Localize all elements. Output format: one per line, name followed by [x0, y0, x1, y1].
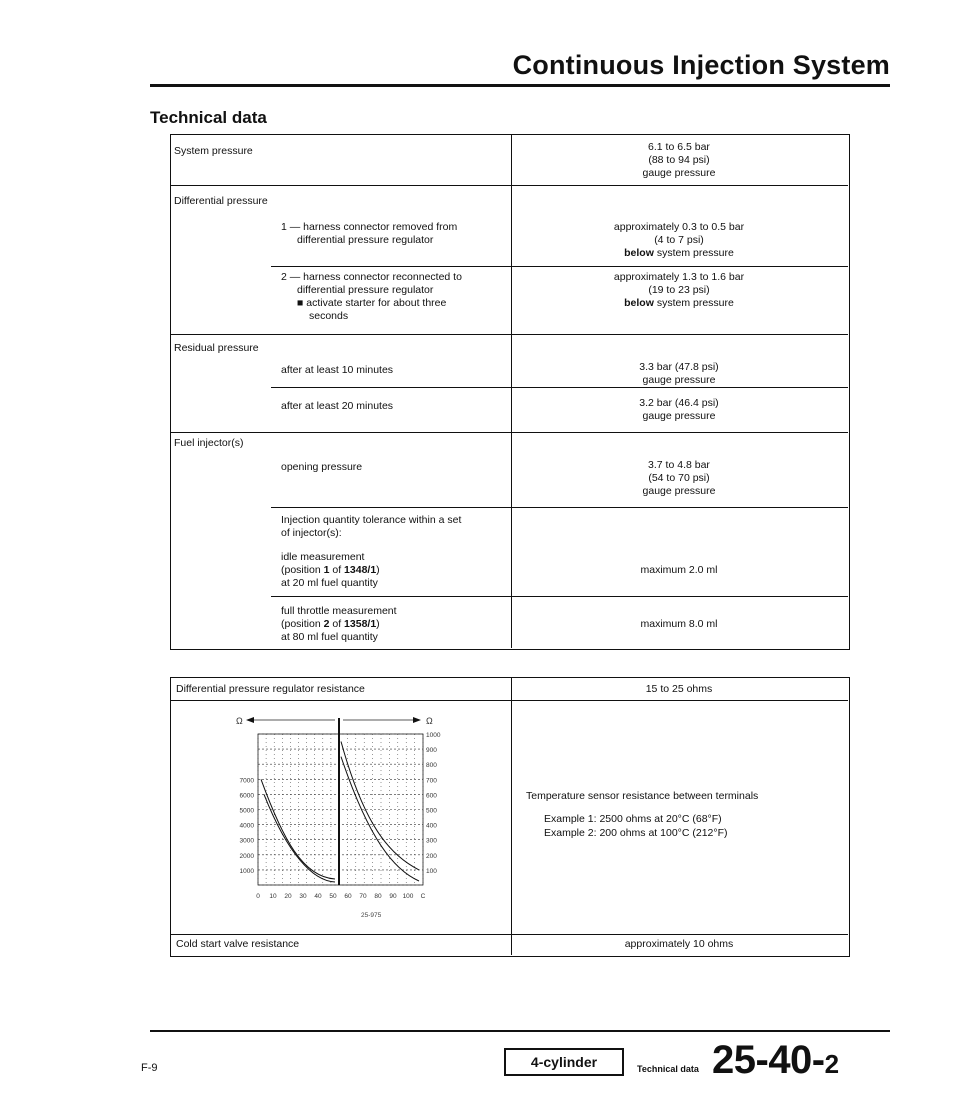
column-divider	[511, 135, 512, 648]
differential-pressure-label: Differential pressure	[174, 195, 268, 207]
left-tick-label: 4000	[239, 822, 254, 830]
spec-table-resistances	[170, 677, 850, 957]
resistance-chart	[171, 701, 511, 933]
x-tick-label: 0	[256, 893, 260, 900]
temp-example-1: Example 1: 2500 ohms at 20°C (68°F)	[544, 813, 722, 825]
full-throttle-value: maximum 8.0 ml	[640, 618, 718, 630]
page-title: Continuous Injection System	[512, 50, 890, 80]
cold-start-label: Cold start valve resistance	[176, 938, 300, 950]
right-tick-label: 400	[426, 822, 437, 830]
residual-item1-text: after at least 10 minutes	[281, 364, 394, 376]
residual-item1-value: 3.3 bar (47.8 psi) gauge pressure	[639, 361, 719, 386]
differential-item2-text: 2 — harness connector reconnected to differential pressure regulator ■ activate starter for about three seconds	[281, 271, 462, 322]
x-tick-label: 100	[402, 893, 414, 900]
x-tick-label: 40	[314, 893, 322, 900]
left-arrow-head	[246, 717, 254, 723]
row-divider	[171, 934, 848, 935]
differential-item1-value: approximately 0.3 to 0.5 bar (4 to 7 psi) below system pressure	[613, 221, 745, 259]
x-tick-label: 80	[374, 893, 382, 900]
idle-measurement-text: idle measurement (position 1 of 1348/1) at 20 ml fuel quantity	[281, 551, 380, 589]
tolerance-text: Injection quantity tolerance within a set of injector(s):	[281, 514, 462, 539]
fuel-injector-label: Fuel injector(s)	[174, 437, 244, 449]
x-tick-label: 70	[359, 893, 367, 900]
page-number: 25-40-2	[712, 1038, 839, 1082]
right-tick-label: 1000	[426, 732, 441, 739]
row-divider	[271, 266, 848, 267]
header-rule	[150, 84, 890, 87]
row-divider	[171, 334, 848, 335]
opening-pressure-text: opening pressure	[281, 461, 363, 473]
idle-measurement-value: maximum 2.0 ml	[640, 564, 718, 576]
left-tick-label: 6000	[239, 792, 254, 800]
residual-pressure-label: Residual pressure	[174, 342, 259, 354]
x-tick-label: 50	[329, 893, 337, 900]
diff-reg-resistance-value: 15 to 25 ohms	[645, 683, 713, 695]
resistance-curve-upper-right	[341, 742, 419, 870]
residual-item2-value: 3.2 bar (46.4 psi) gauge pressure	[639, 397, 719, 422]
row-divider	[271, 596, 848, 597]
diff-reg-resistance-label: Differential pressure regulator resistance	[176, 683, 365, 695]
left-tick-label: 7000	[239, 777, 254, 785]
right-tick-label: 700	[426, 777, 437, 785]
opening-pressure-value: 3.7 to 4.8 bar (54 to 70 psi) gauge pressure	[642, 459, 716, 497]
residual-item2-text: after at least 20 minutes	[281, 400, 394, 412]
differential-item2-value: approximately 1.3 to 1.6 bar (19 to 23 psi) below system pressure	[613, 271, 745, 309]
resistance-chart-svg	[171, 701, 511, 933]
figure-code: 25-975	[361, 912, 382, 919]
footer-label: Technical data	[637, 1064, 699, 1074]
temp-example-2: Example 2: 200 ohms at 100°C (212°F)	[544, 827, 728, 839]
x-tick-label: 30	[299, 893, 307, 900]
page-code: F-9	[141, 1062, 158, 1074]
x-tick-label: 60	[344, 893, 352, 900]
right-tick-label: 500	[426, 807, 437, 815]
resistance-curve-lower	[264, 794, 335, 882]
x-tick-label: 90	[389, 893, 397, 900]
temp-sensor-label: Temperature sensor resistance between terminals	[526, 790, 759, 802]
x-tick-label: C	[420, 893, 426, 900]
spec-table-pressures	[170, 134, 850, 650]
x-tick-label: 20	[284, 893, 292, 900]
left-tick-label: 1000	[239, 867, 254, 875]
row-divider	[171, 432, 848, 433]
full-throttle-text: full throttle measurement (position 2 of 1358/1) at 80 ml fuel quantity	[281, 605, 397, 643]
right-tick-label: 300	[426, 837, 437, 845]
footer-rule	[150, 1030, 890, 1032]
left-tick-label: 2000	[239, 852, 254, 860]
right-tick-label: 100	[426, 867, 437, 875]
left-tick-label: 5000	[239, 807, 254, 815]
column-divider	[511, 678, 512, 955]
right-tick-label: 600	[426, 792, 437, 800]
right-tick-label: 200	[426, 852, 437, 860]
section-title: Technical data	[150, 108, 267, 127]
variant-badge: 4-cylinder	[504, 1048, 624, 1076]
row-divider	[171, 185, 848, 186]
left-unit-label: Ω	[236, 716, 243, 726]
row-divider	[271, 387, 848, 388]
differential-item1-text: 1 — harness connector removed from differential pressure regulator	[281, 221, 458, 246]
right-arrow-head	[413, 717, 421, 723]
row-divider	[271, 507, 848, 508]
right-tick-label: 800	[426, 762, 437, 770]
x-tick-label: 10	[269, 893, 277, 900]
system-pressure-label: System pressure	[174, 145, 253, 157]
right-unit-label: Ω	[426, 716, 433, 726]
right-tick-label: 900	[426, 747, 437, 755]
cold-start-value: approximately 10 ohms	[624, 938, 734, 950]
left-tick-label: 3000	[239, 837, 254, 845]
system-pressure-value: 6.1 to 6.5 bar (88 to 94 psi) gauge pressure	[642, 141, 716, 179]
